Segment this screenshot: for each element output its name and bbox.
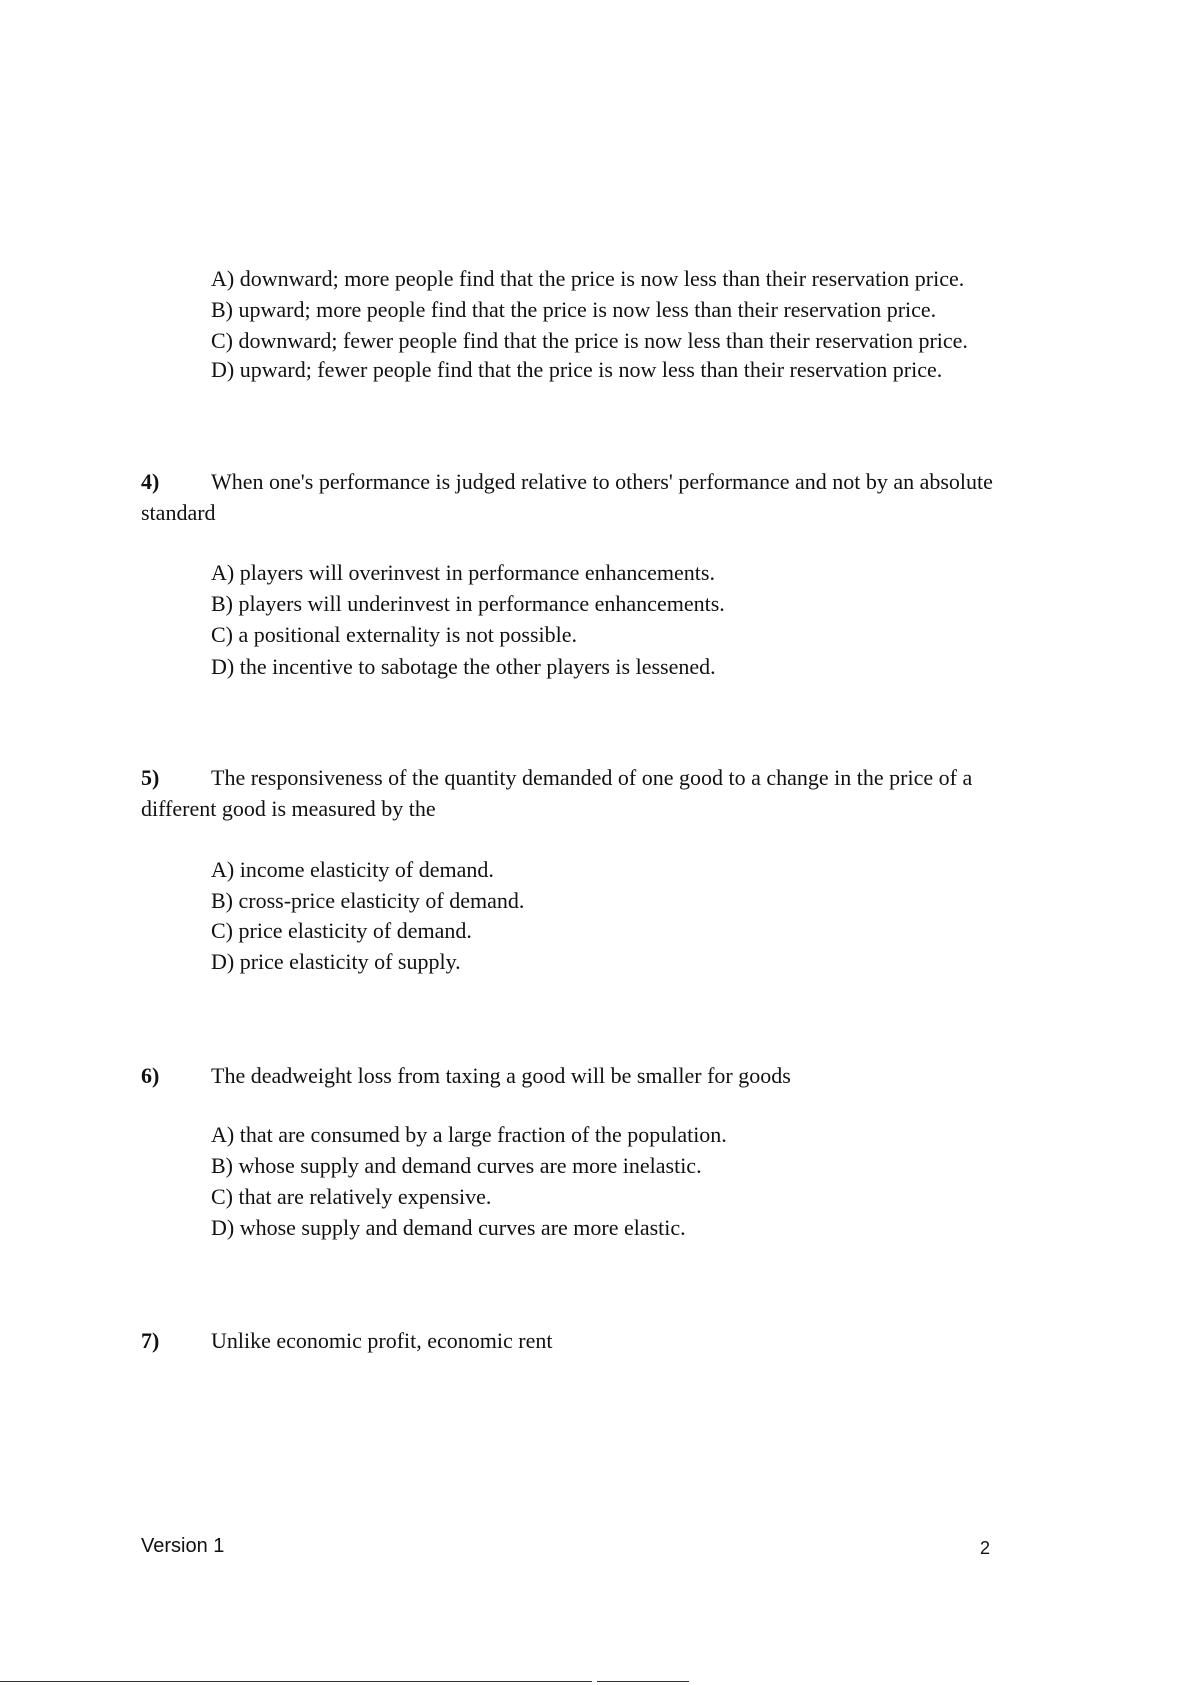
question-6-text: The deadweight loss from taxing a good will be smaller for goods <box>211 1063 791 1088</box>
question-5-option-c: C) price elasticity of demand. <box>211 918 472 943</box>
question-7-text: Unlike economic profit, economic rent <box>211 1328 553 1353</box>
question-5-option-a: A) income elasticity of demand. <box>211 857 494 882</box>
question-6-number: 6) <box>141 1063 160 1088</box>
question-5-option-d: D) price elasticity of supply. <box>211 949 461 974</box>
question-4-text-continued: standard <box>141 500 216 525</box>
carryover-option-c: C) downward; fewer people find that the price is now less than their reservation price. <box>211 328 968 353</box>
footer-page-number: 2 <box>980 1538 991 1558</box>
question-4-text: When one's performance is judged relative to others' performance and not by an absolute <box>211 469 993 494</box>
question-6-option-d: D) whose supply and demand curves are more elastic. <box>211 1215 686 1240</box>
question-4-number: 4) <box>141 469 160 494</box>
question-5-option-b: B) cross-price elasticity of demand. <box>211 888 525 913</box>
question-6-option-c: C) that are relatively expensive. <box>211 1184 492 1209</box>
question-6-option-b: B) whose supply and demand curves are more inelastic. <box>211 1153 702 1178</box>
footer-version: Version 1 <box>141 1535 225 1557</box>
question-4-option-a: A) players will overinvest in performance enhancements. <box>211 560 715 585</box>
carryover-option-d: D) upward; fewer people find that the price is now less than their reservation price. <box>211 357 943 382</box>
question-7-number: 7) <box>141 1328 160 1353</box>
carryover-option-a: A) downward; more people find that the price is now less than their reservation price. <box>211 266 965 291</box>
bottom-rule-left <box>0 1681 592 1682</box>
question-5-text-continued: different good is measured by the <box>141 796 436 821</box>
question-5-number: 5) <box>141 765 160 790</box>
question-5-text: The responsiveness of the quantity demanded of one good to a change in the price of a <box>211 765 973 790</box>
carryover-option-b: B) upward; more people find that the price is now less than their reservation price. <box>211 297 937 322</box>
question-4-option-c: C) a positional externality is not possible. <box>211 622 578 647</box>
question-6-option-a: A) that are consumed by a large fraction of the population. <box>211 1122 727 1147</box>
question-4-option-b: B) players will underinvest in performance enhancements. <box>211 591 725 616</box>
bottom-rule-right <box>597 1681 689 1682</box>
question-4-option-d: D) the incentive to sabotage the other players is lessened. <box>211 654 716 679</box>
